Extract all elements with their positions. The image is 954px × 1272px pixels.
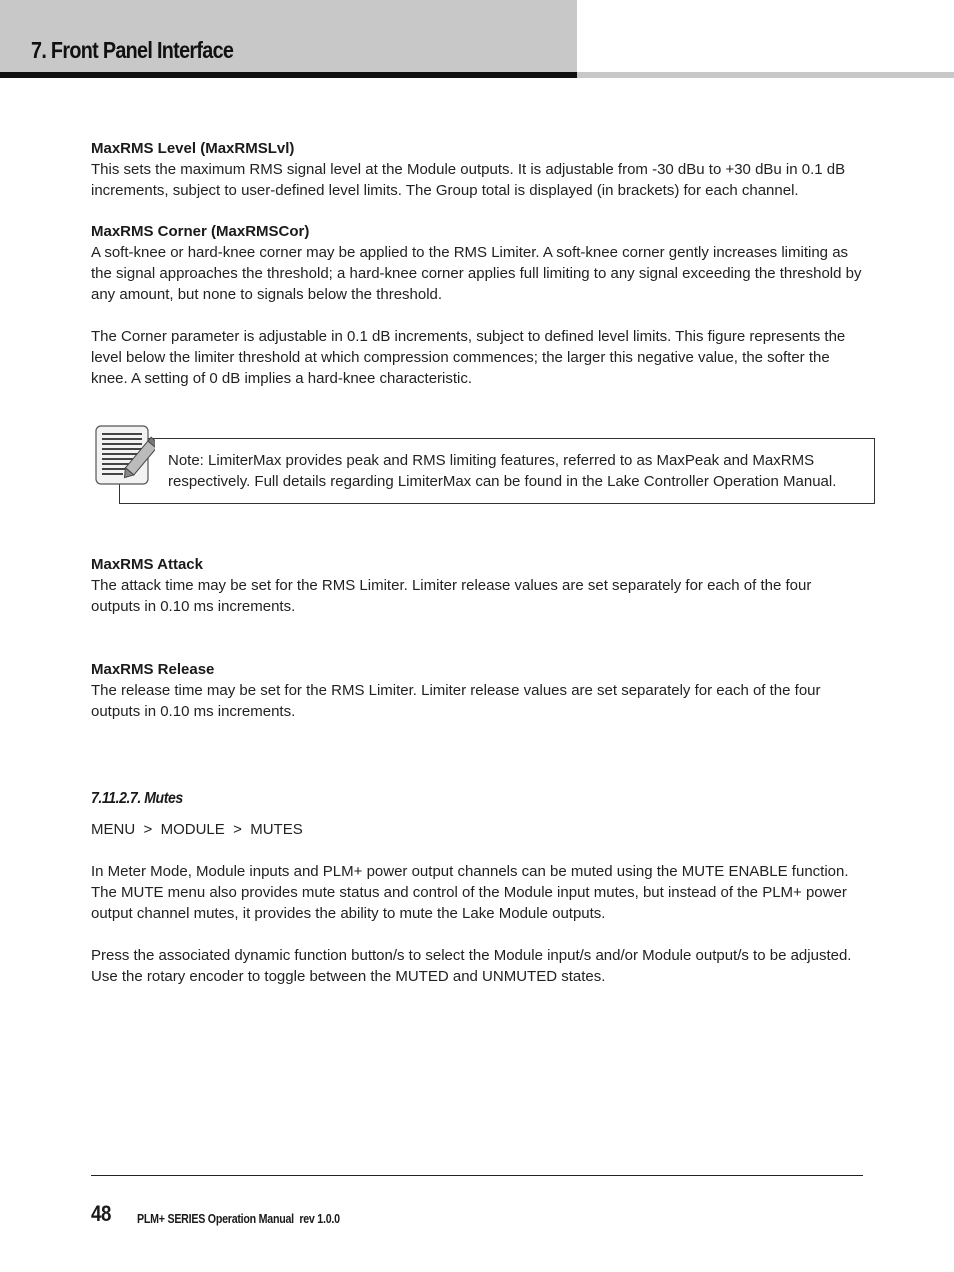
section-body: A soft-knee or hard-knee corner may be applied to the RMS Limiter. A soft-knee corner gently increases limiting as the signal approaches the threshold; a hard-knee corner applies full limiting to any signal exceeding the threshold by any amount, but none to signals below the threshold.: [91, 244, 862, 303]
header-rule-dark: [0, 72, 577, 78]
section-maxrms-release: [91, 659, 863, 722]
section-heading: MaxRMS Level (MaxRMSLvl): [91, 140, 295, 157]
menu-path: MENU > MODULE > MUTES: [91, 821, 303, 838]
section-body: In Meter Mode, Module inputs and PLM+ power output channels can be muted using the MUTE ENABLE function. The MUTE menu also provides mute status and control of the Module input mutes, but instead of the PLM+ power output channel mutes, it provides the ability to mute the Lake Module outputs.: [91, 863, 849, 922]
section-body: The attack time may be set for the RMS Limiter. Limiter release values are set separately for each of the four outputs in 0.10 ms increments.: [91, 577, 812, 615]
section-heading: MaxRMS Attack: [91, 556, 203, 573]
section-body: The release time may be set for the RMS Limiter. Limiter release values are set separately for each of the four outputs in 0.10 ms increments.: [91, 682, 821, 720]
note-text: Note: LimiterMax provides peak and RMS limiting features, referred to as MaxPeak and MaxRMS respectively. Full details regarding LimiterMax can be found in the Lake Controller Operation Manual.: [168, 452, 837, 490]
section-heading: MaxRMS Release: [91, 661, 215, 678]
section-maxrms-corner: [91, 221, 863, 389]
page-number: 48: [91, 1201, 111, 1226]
chapter-title: 7. Front Panel Interface: [31, 37, 234, 63]
section-heading: MaxRMS Corner (MaxRMSCor): [91, 223, 310, 240]
section-body: Press the associated dynamic function button/s to select the Module input/s and/or Module output/s to be adjusted. Use the rotary encoder to toggle between the MUTED and UNMUTED states.: [91, 947, 852, 985]
section-body: The Corner parameter is adjustable in 0.1 dB increments, subject to defined level limits. This figure represents the level below the limiter threshold at which compression commences; the larger this negative value, the softer the knee. A setting of 0 dB implies a hard-knee characteristic.: [91, 328, 846, 387]
section-maxrms-level: [91, 138, 863, 201]
subsection-heading: 7.11.2.7. Mutes: [91, 790, 183, 807]
footer-rule: [91, 1175, 863, 1176]
header-rule-light: [577, 72, 954, 78]
section-maxrms-attack: [91, 554, 863, 617]
note-pad-icon: [95, 425, 155, 487]
section-body: This sets the maximum RMS signal level at the Module outputs. It is adjustable from -30 dBu to +30 dBu in 0.1 dB increments, subject to user-defined level limits. The Group total is displayed (in brackets) for each channel.: [91, 161, 846, 199]
manual-title: PLM+ SERIES Operation Manual rev 1.0.0: [137, 1211, 340, 1226]
section-mutes: [91, 790, 863, 987]
